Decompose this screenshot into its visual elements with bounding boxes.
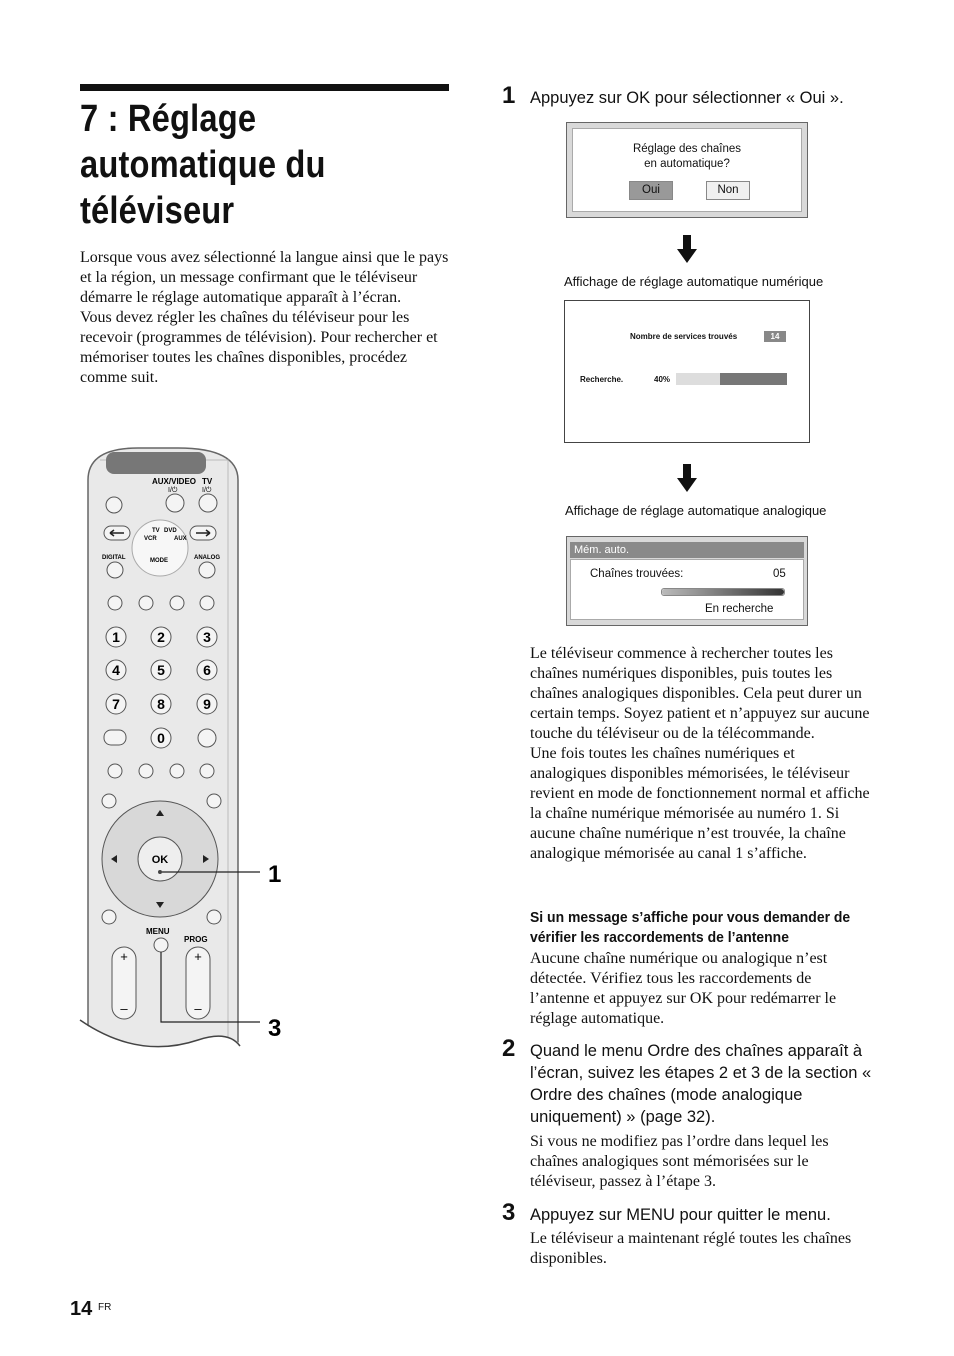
mode-label: MODE xyxy=(150,558,168,564)
digital-found-label: Nombre de services trouvés xyxy=(630,332,738,341)
tv-power-symbol: I/⏻ xyxy=(202,487,212,494)
digital-progress-text: 40% xyxy=(654,375,671,384)
step-1-instruction: Appuyez sur OK pour sélectionner « Oui ». xyxy=(530,89,844,107)
dialog-yes-button[interactable]: Oui xyxy=(629,181,673,200)
remote-control-illustration xyxy=(78,440,298,1070)
page-number: 14 xyxy=(70,1298,93,1320)
favourites-button[interactable] xyxy=(207,910,221,924)
digit-7-label: 7 xyxy=(112,696,120,712)
prog-minus-label: – xyxy=(194,1001,202,1016)
digit-4-label: 4 xyxy=(112,662,120,678)
volume-minus-label: – xyxy=(120,1001,128,1016)
intro-paragraph-2: Vous devez régler les chaînes du téléviseur pour les recevoir (programmes de télévision). Pour rechercher et mémoriser toutes les chaînes disponibles, procédez comme suit. xyxy=(80,309,438,386)
tv-power-button[interactable] xyxy=(199,494,217,512)
mode-label-aux: AUX xyxy=(174,536,187,542)
text-button[interactable] xyxy=(207,794,221,808)
dialog-line-2: en automatique? xyxy=(644,158,730,170)
digital-button[interactable] xyxy=(107,562,123,578)
digital-progress-fill xyxy=(676,373,720,385)
analog-label: ANALOG xyxy=(194,555,220,561)
digit-0-label: 0 xyxy=(157,730,165,746)
digital-progress-track xyxy=(676,373,787,385)
guide-button[interactable] xyxy=(102,794,116,808)
dialog-line-1: Réglage des chaînes xyxy=(632,143,742,155)
analog-tuning-screen xyxy=(566,536,808,626)
mode-label-vcr: VCR xyxy=(144,536,157,542)
antenna-note-heading: Si un message s’affiche pour vous demander de vérifier les raccordements de l’antenne xyxy=(530,909,851,946)
digital-tuning-screen xyxy=(564,300,810,443)
dialog-no-button[interactable]: Non xyxy=(706,181,750,200)
aux-power-symbol: I/⏻ xyxy=(168,487,178,494)
step-3-instruction: Appuyez sur MENU pour quitter le menu. xyxy=(530,1206,831,1224)
arrow-down-icon xyxy=(677,464,697,492)
ir-window xyxy=(106,452,206,474)
analog-found-value: 05 xyxy=(773,568,786,580)
aux-video-button[interactable] xyxy=(166,494,184,512)
digital-label: DIGITAL xyxy=(102,555,126,561)
step-2-instruction: Quand le menu Ordre des chaînes apparaît à l’écran, suivez les étapes 2 et 3 de la section « Ordre des chaînes (mode analogique uniquement) » (page 32). xyxy=(530,1042,872,1126)
title-rule xyxy=(80,84,449,91)
analog-found-label: Chaînes trouvées: xyxy=(590,568,684,580)
volume-plus-label: + xyxy=(120,949,128,964)
input-button[interactable] xyxy=(200,596,214,610)
arrow-down-icon xyxy=(677,235,697,263)
step-1-body xyxy=(530,644,874,864)
step-1-paragraph-1: Le téléviseur commence à rechercher toutes les chaînes numériques disponibles, puis toutes les chaînes analogiques disponibles. Cela peut durer un certain temps. Soyez patient et n’appuyez sur aucune touche du téléviseur ou de la télécommande. xyxy=(530,645,870,742)
page-title: 7 : Réglage automatique du téléviseur xyxy=(80,98,326,232)
callout-1: 1 xyxy=(268,861,282,888)
step-2-body: Si vous ne modifiez pas l’ordre dans lequel les chaînes analogiques sont mémorisées sur le téléviseur, passez à l’étape 3. xyxy=(530,1133,829,1190)
step-1-number: 1 xyxy=(502,82,516,109)
step-3-body: Le téléviseur a maintenant réglé toutes les chaînes disponibles. xyxy=(530,1230,852,1267)
analog-status: En recherche xyxy=(705,603,774,615)
caption-analog: Affichage de réglage automatique analogique xyxy=(565,503,827,518)
analog-button[interactable] xyxy=(199,562,215,578)
aux-video-label: AUX/VIDEO xyxy=(152,477,197,486)
step-3-number: 3 xyxy=(502,1199,516,1226)
mode-selector[interactable] xyxy=(132,520,188,576)
menu-button[interactable] xyxy=(154,938,168,952)
previous-channel-button[interactable] xyxy=(198,729,216,747)
ok-label: OK xyxy=(151,854,169,866)
fast-forward-button[interactable] xyxy=(200,764,214,778)
mode-label-dvd: DVD xyxy=(164,528,177,534)
auto-tune-dialog xyxy=(566,122,808,218)
sound-button[interactable] xyxy=(108,596,122,610)
tv-label: TV xyxy=(202,477,213,486)
step-2-number: 2 xyxy=(502,1035,516,1062)
digit-3-label: 3 xyxy=(203,629,211,645)
intro-paragraph-1: Lorsque vous avez sélectionné la langue ainsi que le pays et la région, un message confirmant que le téléviseur démarre le réglage automatique apparaît à l’écran. xyxy=(80,249,449,306)
digit-9-label: 9 xyxy=(203,696,211,712)
intro-text xyxy=(80,248,452,388)
menu-label: MENU xyxy=(146,927,170,936)
play-button[interactable] xyxy=(170,764,184,778)
callout-3: 3 xyxy=(268,1015,282,1042)
analog-progress-bar xyxy=(661,588,785,596)
options-button[interactable] xyxy=(102,910,116,924)
rewind-button[interactable] xyxy=(108,764,122,778)
digit-5-label: 5 xyxy=(157,662,165,678)
digital-search-label: Recherche. xyxy=(580,375,624,384)
digit-6-label: 6 xyxy=(203,662,211,678)
picture-button[interactable] xyxy=(139,596,153,610)
mute-button[interactable] xyxy=(106,497,122,513)
analog-header: Mém. auto. xyxy=(570,542,804,558)
digit-8-label: 8 xyxy=(157,696,165,712)
digital-found-value: 14 xyxy=(764,331,786,342)
prog-plus-label: + xyxy=(194,949,202,964)
digit-1-label: 1 xyxy=(112,629,120,645)
mode-label-tv: TV xyxy=(152,528,160,534)
step-1-paragraph-2: Une fois toutes les chaînes numériques et analogiques disponibles mémorisées, le téléviseur revient en mode de fonctionnement normal et affiche la chaîne numérique mémorisée au numéro 1. Si aucune chaîne numérique n’est trouvée, la chaîne analogique mémorisée au canal 1 s’affiche. xyxy=(530,745,870,862)
language-code: FR xyxy=(98,1302,112,1313)
caption-digital: Affichage de réglage automatique numérique xyxy=(564,274,824,289)
screen-format-button[interactable] xyxy=(170,596,184,610)
antenna-note-body: Aucune chaîne numérique ou analogique n’est détectée. Vérifiez tous les raccordements de l’antenne et appuyez sur OK pour redémarrer le réglage automatique. xyxy=(530,950,837,1027)
info-button[interactable] xyxy=(104,730,126,745)
stop-button[interactable] xyxy=(139,764,153,778)
prog-label: PROG xyxy=(184,935,208,944)
digit-2-label: 2 xyxy=(157,629,165,645)
